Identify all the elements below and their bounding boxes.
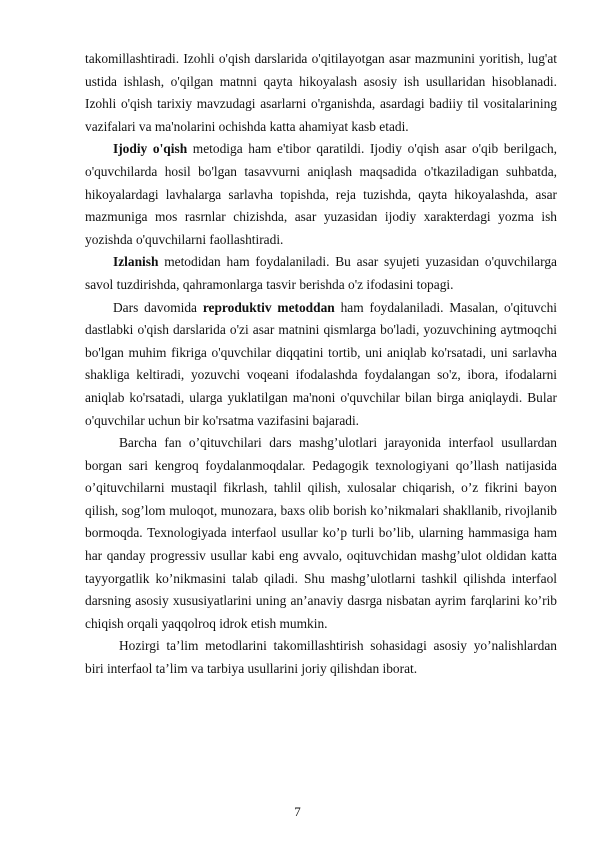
paragraph-izlanish [85, 251, 557, 296]
document-body [85, 48, 557, 681]
paragraph-ijodiy-oqish [85, 138, 557, 251]
term-reproduktiv-metod: reproduktiv metoddan [202, 299, 335, 315]
paragraph-reproduktiv-lead: Dars davomida [113, 299, 203, 315]
paragraph-izlanish-text: metodidan ham foydalaniladi. Bu asar syujeti yuzasidan o'quvchilarga savol tuzdirishda, qahramonlarga tasvir berishda o'z ifodasini topagi. [85, 254, 557, 292]
paragraph-reproduktiv-text: ham foydalaniladi. Masalan, o'qituvchi dastlabki o'qish darslarida o'zi asar matnini qismlarga bo'ladi, yozuvchining aytmoqchi bo'lgan muhim fikriga o'quvchilar diqqatini tortib, uni aniqlab ko'rsatadi, uni sarlavha shakliga keltiradi, yozuvchi voqeani ifodalashda foydalangan so'z, ibora, ifodalarni aniqlab ko'rsatadi, ularga yuklatilgan ma'noni o'quvchilar bilan birga aniqlaydi. Bular o'quvchilar uchun bir ko'rsatma vazifasini bajaradi. [85, 299, 557, 428]
paragraph-reproduktiv [85, 297, 557, 433]
paragraph-izohli-oqish: takomillashtiradi. Izohli o'qish darslarida o'qitilayotgan asar mazmunini yoritish, lug'at ustida ishlash, o'qilgan matnni qayta hikoyalash asosiy ish usullaridan hisoblanadi. Izohli o'qish tarixiy mavzudagi asarlarni o'rganishda, asardagi badiiy til vositalarining vazifalari va ma'nolarini ochishda katta ahamiyat kasb etadi. [85, 51, 557, 134]
paragraph-interfaol-usullar: Barcha fan o’qituvchilari dars mashg’ulotlari jarayonida interfaol usullardan borgan sari kengroq foydalanmoqdalar. Pedagogik texnologiyani qo’llash natijasida o’qituvchilarni mustaqil fikrlash, tahlil qilish, xulosalar chiqarish, o’z fikrini bayon qilish, sog’lom muloqot, munozara, baxs olib borish ko’nikmalari shakllanib, rivojlanib bormoqda. Texnologiyada interfaol usullar ko’p turli bo’lib, ularning hammasiga ham har qanday progressiv usullar kabi eng avvalo, oqituvchidan mashg’ulot oldidan katta tayyorgatlik ko’nikmasini talab qiladi. Shu mashg’ulotlarni tashkil qilishda interfaol darsning asosiy xususiyatlarini uning an’anaviy dasrga nisbatan ayrim farqlarini ko’rib chiqish orqali yaqqolroq idrok etish mumkin. [85, 435, 557, 631]
term-izlanish: Izlanish [113, 254, 159, 270]
paragraph-talim-metodlari: Hozirgi ta’lim metodlarini takomillashtirish sohasidagi asosiy yo’nalishlardan biri interfaol ta’lim va tarbiya usullarini joriy qilishdan iborat. [85, 638, 557, 677]
page-number: 7 [294, 804, 301, 819]
term-ijodiy-oqish: Ijodiy o'qish [113, 141, 188, 157]
paragraph-ijodiy-oqish-text: metodiga ham e'tibor qaratildi. Ijodiy o'qish asar o'qib berilgach, o'quvchilarda hosil bo'lgan tasavvurni aniqlash maqsadida o'tkaziladigan suhbatda, hikoyalardagi lavhalarga sarlavha topishda, reja tuzishda, qayta hikoyalashda, asar mazmuniga mos rasrnlar chizishda, asar yuzasidan ijodiy xarakterdagi yozma ish yozishda o'quvchilarni faollashtiradi. [85, 141, 557, 247]
